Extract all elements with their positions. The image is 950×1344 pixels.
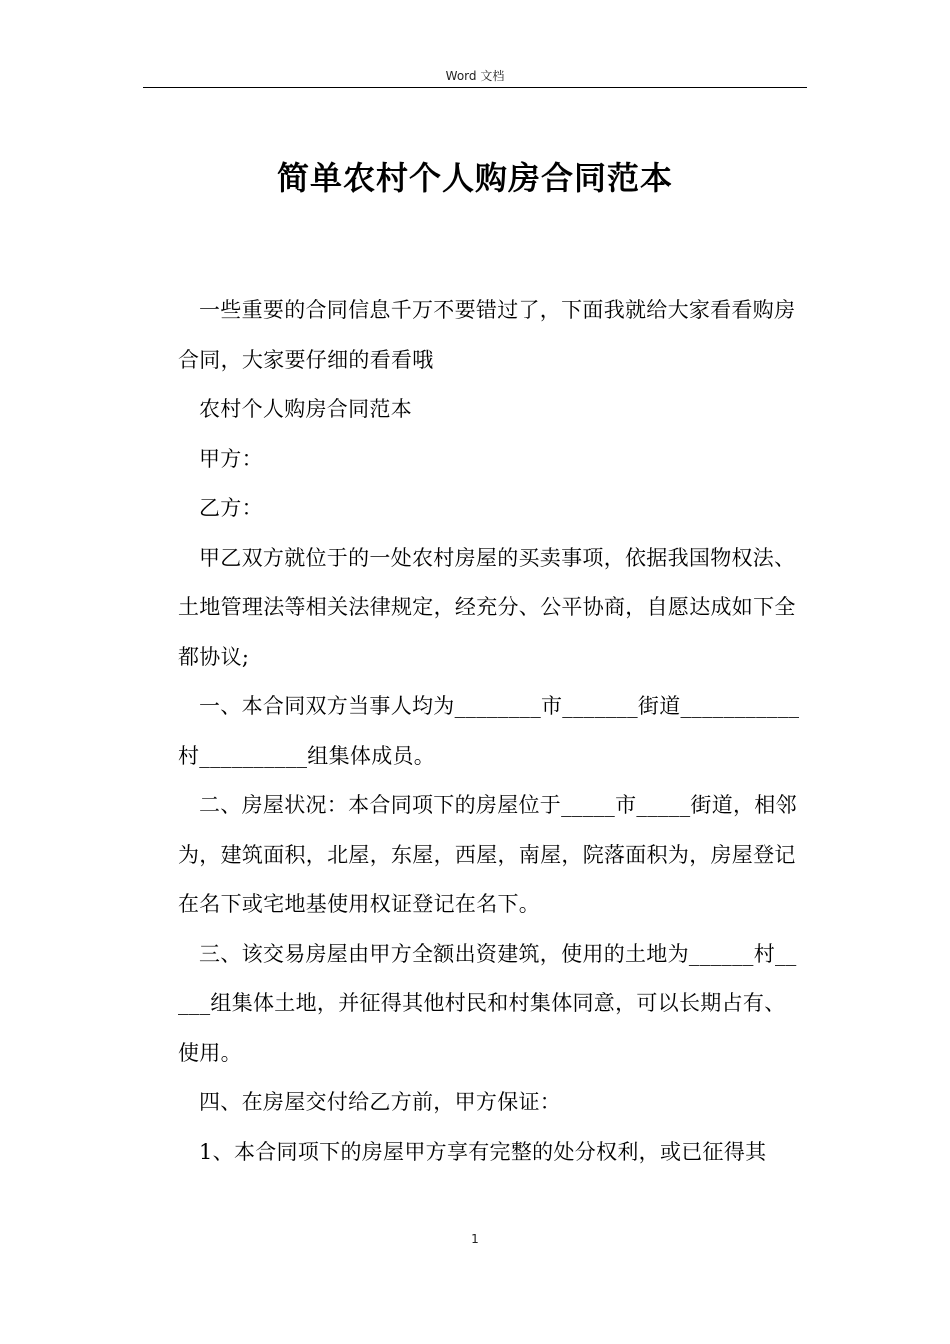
document-body: [178, 286, 806, 1177]
paragraph-intro: 一些重要的合同信息千万不要错过了，下面我就给大家看看购房合同，大家要仔细的看看哦: [178, 298, 796, 372]
paragraph-clause-4-item-1: 1、本合同项下的房屋甲方享有完整的处分权利，或已征得其: [199, 1139, 767, 1164]
paragraph-clause-3: 三、该交易房屋由甲方全额出资建筑，使用的土地为______村_____组集体土地，并征得其他村民和村集体同意，可以长期占有、使用。: [178, 941, 797, 1065]
document-title: 简单农村个人购房合同范本: [276, 159, 673, 197]
paragraph-subtitle: 农村个人购房合同范本: [199, 397, 412, 421]
paragraph-party-b: 乙方：: [199, 496, 263, 520]
paragraph-clause-4: 四、在房屋交付给乙方前，甲方保证：: [199, 1090, 562, 1114]
page-number: 1: [471, 1232, 479, 1246]
paragraph-clause-2: 二、房屋状况：本合同项下的房屋位于_____市_____街道，相邻为，建筑面积，北屋，东屋，西屋，南屋，院落面积为，房屋登记在名下或宅地基使用权证登记在名下。: [178, 793, 797, 916]
page-header-label: Word 文档: [445, 69, 505, 83]
paragraph-preamble: 甲乙双方就位于的一处农村房屋的买卖事项，依据我国物权法、土地管理法等相关法律规定，经充分、公平协商，自愿达成如下全都协议;: [178, 545, 796, 669]
paragraph-clause-1: 一、本合同双方当事人均为________市_______街道___________村__________组集体成员。: [178, 694, 800, 768]
header-divider: [143, 87, 807, 88]
paragraph-party-a: 甲方：: [199, 446, 263, 471]
